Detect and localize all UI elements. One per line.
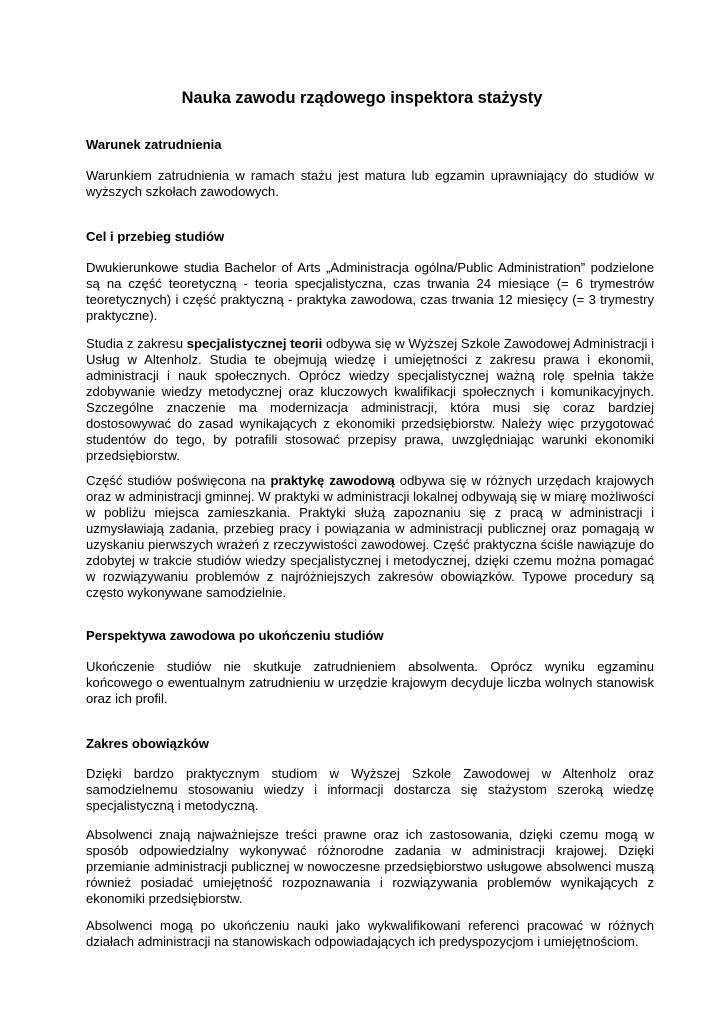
- bold-text: praktykę zawodową: [270, 473, 395, 488]
- heading-warunek: Warunek zatrudnienia: [86, 137, 222, 152]
- page-title: Nauka zawodu rządowego inspektora stażysty: [181, 89, 543, 107]
- bold-text: specjalistycznej teorii: [186, 336, 323, 351]
- paragraph-perspektywa: Ukończenie studiów nie skutkuje zatrudnieniem absolwenta. Oprócz wyniku egzaminu końcowego o ewentualnym zatrudnieniu w urzędzie krajowym decyduje liczba wolnych stanowisk oraz ich profil.: [86, 659, 654, 706]
- heading-zakres: Zakres obowiązków: [86, 736, 209, 751]
- heading-perspektywa: Perspektywa zawodowa po ukończeniu studiów: [86, 628, 384, 643]
- text-span: Część studiów poświęcona na: [86, 473, 271, 488]
- paragraph-cel-3: [86, 473, 654, 601]
- heading-cel: Cel i przebieg studiów: [86, 229, 225, 244]
- paragraph-cel-1: Dwukierunkowe studia Bachelor of Arts „Administracja ogólna/Public Administration” podzielone są na część teoretyczną - teoria specjalistyczna, czas trwania 24 miesiące (= 6 trymestrów teoretycznych) i część praktyczną - praktyka zawodowa, czas trwania 12 miesięcy (= 3 trymestry praktyczne).: [86, 260, 654, 323]
- text-span: odbywa się w różnych urzędach krajowych oraz w administracji gminnej. W praktyki w administracji lokalnej odbywają się w miarę możliwości w pobliżu miejsca zamieszkania. Praktyki służą zapoznaniu się z pracą w administracji i uzmysławiają zadania, przebieg pracy i powiązania w administracji publicznej oraz pomagają w uzyskaniu pierwszych wrażeń z rzeczywistości zawodowej. Część praktyczna ściśle nawiązuje do zdobytej w trakcie studiów wiedzy specjalistycznej i metodycznej, dzięki czemu można pomagać w rozwiązywaniu problemów z najróżniejszych zakresów obowiązków. Typowe procedury są często wykonywane samodzielnie.: [86, 473, 655, 600]
- text-span: odbywa się w Wyższej Szkole Zawodowej Administracji i Usług w Altenholz. Studia te obejmują wiedzę i umiejętności z zakresu prawa i ekonomii, administracji i nauk społecznych. Oprócz wiedzy specjalistycznej ważną rolę spełnia także zdobywanie wiedzy metodycznej oraz kluczowych kwalifikacji społecznych i komunikacyjnych. Szczególne znaczenie ma modernizacja administracji, która musi się coraz bardziej dostosowywać do zasad wynikających z ekonomiki przedsiębiorstw. Należy więc przygotować studentów do tego, by potrafili stosować przepisy prawa, uwzględniając warunki ekonomiki przedsiębiorstw.: [86, 336, 655, 463]
- paragraph-zakres-3: Absolwenci mogą po ukończeniu nauki jako wykwalifikowani referenci pracować w różnych działach administracji na stanowiskach odpowiadających ich predyspozycjom i umiejętnościom.: [86, 918, 654, 949]
- paragraph-zakres-2: Absolwenci znają najważniejsze treści prawne oraz ich zastosowania, dzięki czemu mogą w sposób odpowiedzialny wykonywać różnorodne zadania w administracji krajowej. Dzięki przemianie administracji publicznej w nowoczesne przedsiębiorstwo usługowe absolwenci muszą również posiadać umiejętność rozpoznawania i rozwiązywania problemów wynikających z ekonomiki przedsiębiorstw.: [86, 827, 654, 906]
- paragraph-zakres-1: Dzięki bardzo praktycznym studiom w Wyższej Szkole Zawodowej w Altenholz oraz samodzielnemu stosowaniu wiedzy i informacji dostarcza się stażystom szeroką wiedzę specjalistyczną i metodyczną.: [86, 766, 654, 813]
- paragraph-warunek: Warunkiem zatrudnienia w ramach stażu jest matura lub egzamin uprawniający do studiów w wyższych szkołach zawodowych.: [86, 168, 654, 199]
- text-span: Studia z zakresu: [86, 336, 187, 351]
- paragraph-cel-2: [86, 336, 654, 464]
